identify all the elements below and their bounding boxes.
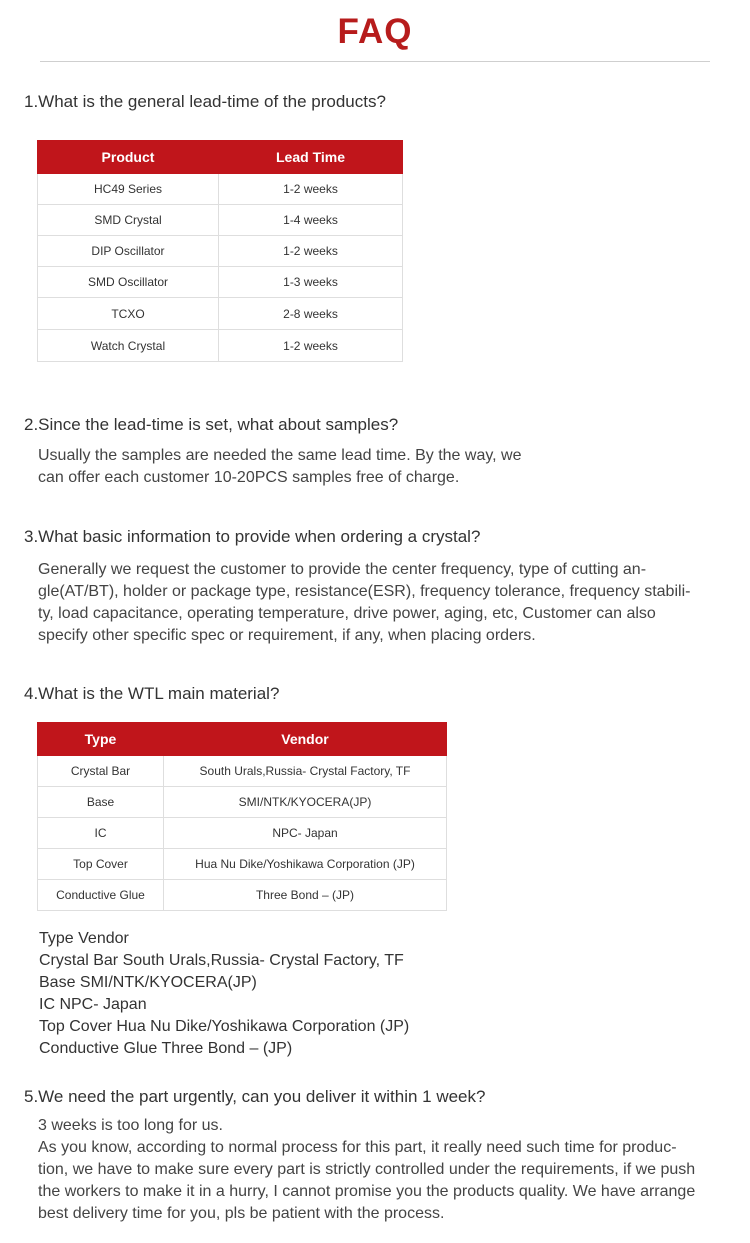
vendor-cell: Hua Nu Dike/Yoshikawa Corporation (JP) [164, 849, 447, 880]
vendor-cell: NPC- Japan [164, 818, 447, 849]
table-row [38, 756, 447, 787]
answer-line: tion, we have to make sure every part is strictly controlled under the requirements, if we push [38, 1161, 696, 1178]
product-cell: Watch Crystal [38, 330, 219, 362]
answer-line: can offer each customer 10-20PCS samples free of charge. [38, 469, 460, 486]
vendor-cell: South Urals,Russia- Crystal Factory, TF [164, 756, 447, 787]
table-row [38, 174, 403, 205]
answer-line: As you know, according to normal process for this part, it really need such time for produc- [38, 1139, 677, 1156]
answer-line: the workers to make it in a hurry, I cannot promise you the products quality. We have arrange [38, 1183, 696, 1200]
answer-line: gle(AT/BT), holder or package type, resistance(ESR), frequency tolerance, frequency stabili- [38, 583, 691, 600]
question-3: 3.What basic information to provide when ordering a crystal? [24, 527, 481, 546]
table-row [38, 298, 403, 330]
answer-line: ty, load capacitance, operating temperature, drive power, aging, etc, Customer can also [38, 605, 656, 622]
lead-time-cell: 2-8 weeks [219, 298, 403, 330]
product-cell: DIP Oscillator [38, 236, 219, 267]
answer-3 [38, 559, 690, 647]
material-text-line: Crystal Bar South Urals,Russia- Crystal Factory, TF [39, 952, 404, 969]
table-header-row [38, 723, 447, 756]
column-header-lead-time: Lead Time [219, 141, 403, 174]
type-cell: IC [38, 818, 164, 849]
table-row [38, 787, 447, 818]
answer-line: 3 weeks is too long for us. [38, 1117, 223, 1134]
table-row [38, 849, 447, 880]
table-row [38, 880, 447, 911]
answer-line: best delivery time for you, pls be patient with the process. [38, 1205, 445, 1222]
lead-time-cell: 1-4 weeks [219, 205, 403, 236]
type-cell: Base [38, 787, 164, 818]
type-cell: Conductive Glue [38, 880, 164, 911]
column-header-vendor: Vendor [164, 723, 447, 756]
question-1: 1.What is the general lead-time of the products? [24, 92, 386, 111]
product-cell: SMD Crystal [38, 205, 219, 236]
question-4: 4.What is the WTL main material? [24, 684, 280, 703]
product-cell: SMD Oscillator [38, 267, 219, 298]
table-row [38, 818, 447, 849]
material-text-line: IC NPC- Japan [39, 996, 147, 1013]
lead-time-cell: 1-3 weeks [219, 267, 403, 298]
column-header-type: Type [38, 723, 164, 756]
material-text-line: Type Vendor [39, 930, 129, 947]
table-row [38, 205, 403, 236]
vendor-cell: Three Bond – (JP) [164, 880, 447, 911]
lead-time-cell: 1-2 weeks [219, 330, 403, 362]
question-5: 5.We need the part urgently, can you deliver it within 1 week? [24, 1087, 486, 1106]
table-row [38, 267, 403, 298]
answer-5 [38, 1115, 695, 1225]
material-text-line: Top Cover Hua Nu Dike/Yoshikawa Corporation (JP) [39, 1018, 410, 1035]
answer-line: Usually the samples are needed the same lead time. By the way, we [38, 447, 522, 464]
product-cell: HC49 Series [38, 174, 219, 205]
table-header-row [38, 141, 403, 174]
material-text-list [39, 928, 409, 1060]
lead-time-cell: 1-2 weeks [219, 174, 403, 205]
type-cell: Top Cover [38, 849, 164, 880]
table-row [38, 236, 403, 267]
answer-line: Generally we request the customer to provide the center frequency, type of cutting an- [38, 561, 647, 578]
page-title: FAQ [337, 12, 413, 51]
type-cell: Crystal Bar [38, 756, 164, 787]
material-table [37, 722, 447, 911]
answer-line: specify other specific spec or requirement, if any, when placing orders. [38, 627, 536, 644]
lead-time-cell: 1-2 weeks [219, 236, 403, 267]
table-row [38, 330, 403, 362]
question-2: 2.Since the lead-time is set, what about samples? [24, 415, 399, 434]
product-cell: TCXO [38, 298, 219, 330]
material-text-line: Base SMI/NTK/KYOCERA(JP) [39, 974, 257, 991]
material-text-line: Conductive Glue Three Bond – (JP) [39, 1040, 293, 1057]
lead-time-table [37, 140, 403, 362]
answer-2 [38, 445, 522, 489]
vendor-cell: SMI/NTK/KYOCERA(JP) [164, 787, 447, 818]
title-divider [40, 61, 710, 62]
column-header-product: Product [38, 141, 219, 174]
